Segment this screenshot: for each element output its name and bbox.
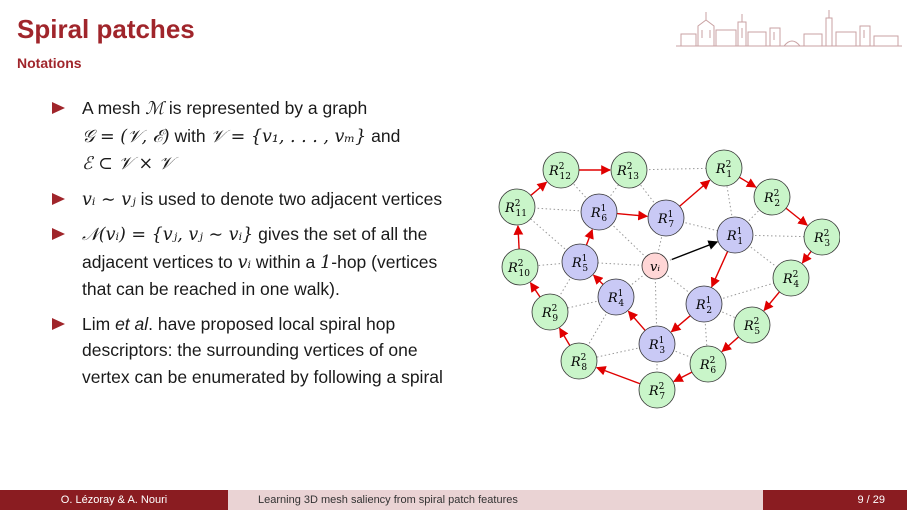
- bullet-item: [52, 186, 447, 214]
- university-logo-icon: [676, 8, 902, 52]
- slide-title: Spiral patches: [17, 14, 195, 44]
- node-label: $R^1$ 6: [590, 204, 608, 224]
- spiral-arrow: [802, 251, 811, 262]
- bullet-item: [52, 311, 447, 391]
- node-label: $R^2$ 1: [715, 160, 733, 180]
- spiral-arrow: [617, 214, 647, 217]
- start-arrow: [672, 242, 717, 260]
- spiral-arrow: [628, 311, 645, 330]
- node-label: $R^2$ 7: [648, 382, 666, 402]
- ring1-node: [598, 279, 634, 315]
- ring2-node: [804, 219, 840, 255]
- ring2-node: [499, 189, 535, 225]
- node-label: $R^1$ 3: [648, 336, 666, 356]
- slide-subtitle: Notations: [17, 55, 82, 71]
- node-label: $R^2$ 5: [743, 317, 761, 337]
- spiral-arrow: [674, 372, 692, 381]
- spiral-arrow: [560, 328, 570, 345]
- math-expression: vᵢ: [237, 252, 252, 273]
- node-label: $R^1$ 5: [571, 254, 589, 274]
- bullet-text: with: [169, 125, 211, 146]
- node-label: $R^1$ 4: [607, 289, 625, 309]
- node-label: $R^2$ 9: [541, 304, 559, 324]
- bullet-text: gives the set of all the adjacent vertices to: [82, 224, 428, 272]
- ring2-node: [734, 307, 770, 343]
- math-expression: 1: [320, 252, 332, 273]
- ring2-node: [543, 152, 579, 188]
- ring1-node: [686, 286, 722, 322]
- bullet-triangle-icon: [52, 228, 65, 240]
- math-expression: ℰ ⊂ 𝒱 × 𝒱: [82, 154, 174, 174]
- spiral-arrow: [786, 208, 807, 225]
- ring1-node: [581, 194, 617, 230]
- slide-footer: [0, 490, 907, 510]
- spiral-arrow: [680, 180, 710, 206]
- ring1-node: [648, 200, 684, 236]
- spiral-arrow: [531, 182, 547, 195]
- footer-title: Learning 3D mesh saliency from spiral patch features: [228, 490, 763, 510]
- node-label: $R^2$ 12: [549, 162, 571, 182]
- ring2-node: [532, 294, 568, 330]
- ring2-node: [502, 249, 538, 285]
- spiral-patch-diagram: [490, 140, 840, 415]
- emphasis-text: et al: [115, 313, 149, 334]
- ring2-node: [690, 346, 726, 382]
- ring2-node: [706, 150, 742, 186]
- ring1-node: [562, 244, 598, 280]
- node-label: $R^1$ 1: [726, 227, 744, 247]
- ring2-node: [773, 260, 809, 296]
- spiral-arrow: [739, 177, 755, 187]
- node-label: $R^2$ 4: [782, 270, 800, 290]
- spiral-arrow: [518, 226, 519, 249]
- center-node: [642, 253, 668, 279]
- bullet-text: -hop (vertices that can be reached in one walk).: [82, 251, 438, 299]
- math-expression: vᵢ ∼ vⱼ: [82, 189, 136, 210]
- ring2-node: [611, 152, 647, 188]
- bullet-triangle-icon: [52, 102, 65, 114]
- node-label: $R^2$ 3: [813, 229, 831, 249]
- bullet-text: within a: [251, 251, 321, 272]
- node-label: $R^2$ 6: [699, 356, 717, 376]
- math-expression: 𝒱 = {v₁, . . . , vₘ}: [210, 126, 367, 147]
- center-label: vᵢ: [650, 260, 660, 275]
- node-label: $R^2$ 13: [617, 162, 639, 182]
- spiral-arrow: [531, 283, 540, 297]
- ring2-node: [754, 179, 790, 215]
- bullet-text: A mesh: [82, 98, 146, 118]
- node-label: $R^1$ 7: [657, 210, 675, 230]
- bullet-text: is represented by a graph: [163, 98, 368, 118]
- ring1-node: [717, 217, 753, 253]
- node-label: $R^2$ 10: [508, 259, 530, 279]
- bullet-item: [52, 221, 447, 303]
- node-label: $R^2$ 8: [570, 353, 588, 373]
- ring2-node: [639, 372, 675, 408]
- math-expression: 𝒢 = (𝒱, ℰ): [82, 126, 170, 147]
- footer-authors: O. Lézoray & A. Nouri: [0, 490, 228, 510]
- bullet-text: Lim: [82, 313, 116, 334]
- spiral-arrow: [671, 316, 690, 332]
- spiral-arrow: [722, 337, 738, 351]
- bullet-text: . have proposed local spiral hop descriptors: the surrounding vertices of one vertex can be enumerated by following a spiral: [82, 313, 443, 387]
- node-label: $R^1$ 2: [695, 296, 713, 316]
- node-label: $R^2$ 11: [505, 199, 527, 219]
- ring2-node: [561, 343, 597, 379]
- spiral-arrow: [594, 275, 603, 284]
- bullet-text: is used to denote two adjacent vertices: [135, 188, 443, 209]
- spiral-arrow: [764, 292, 779, 311]
- spiral-arrow: [597, 368, 640, 384]
- node-label: $R^2$ 2: [763, 189, 781, 209]
- bullet-text: and: [366, 125, 401, 146]
- spiral-arrow: [586, 230, 592, 245]
- spiral-arrow: [712, 251, 728, 286]
- footer-page-number: 9 / 29: [763, 490, 907, 510]
- ring1-node: [639, 326, 675, 362]
- bullet-item: [52, 95, 447, 178]
- bullet-triangle-icon: [52, 193, 65, 205]
- bullet-list: [52, 95, 447, 398]
- math-expression: 𝒩(vᵢ) = {vⱼ, vⱼ ∼ vᵢ}: [82, 225, 254, 245]
- bullet-triangle-icon: [52, 318, 65, 330]
- math-expression: ℳ: [145, 99, 164, 119]
